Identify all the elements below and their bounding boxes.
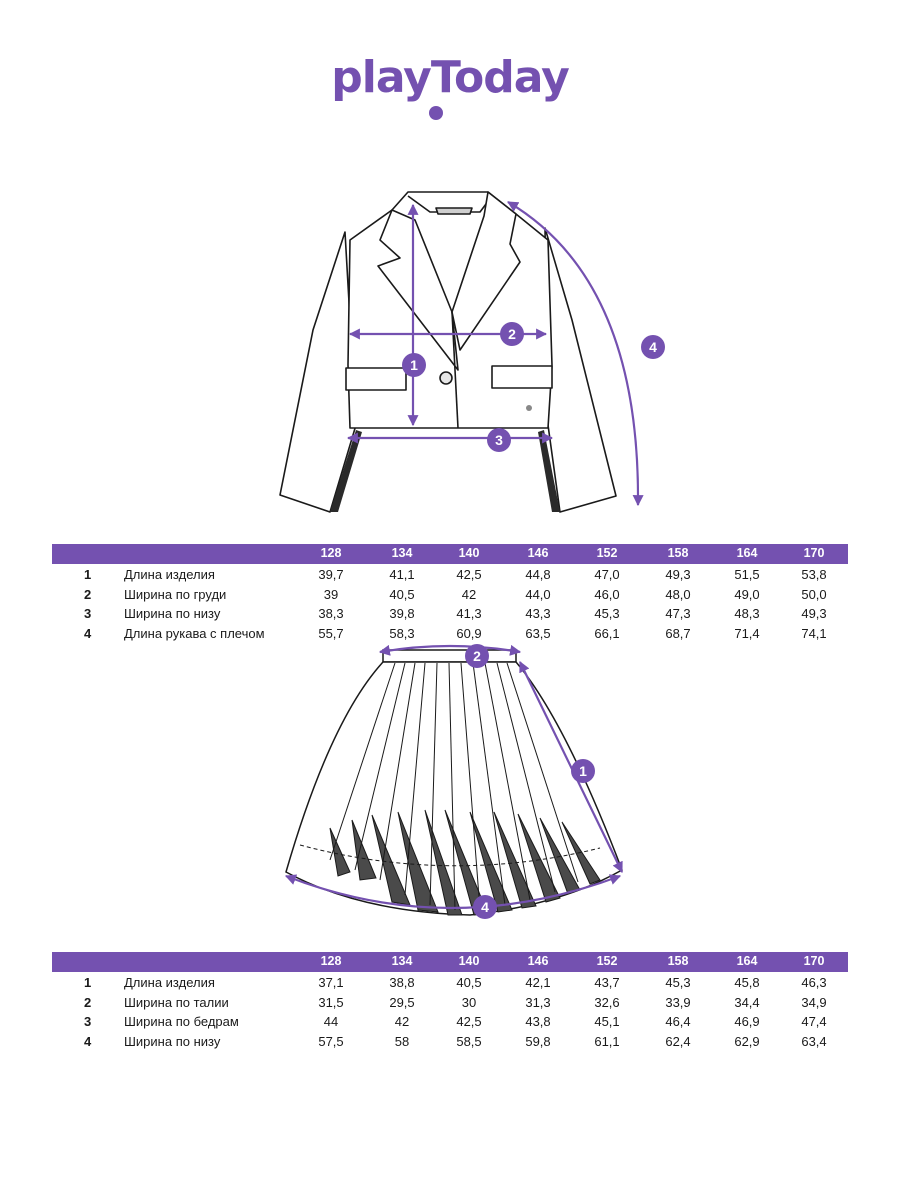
- table-row: [52, 1011, 848, 1031]
- table-cell: 62,4: [665, 1033, 691, 1049]
- size-header: 134: [391, 546, 413, 560]
- table-cell: 43,8: [525, 1014, 551, 1029]
- size-header: 164: [736, 954, 758, 968]
- size-header: 152: [596, 546, 618, 560]
- size-header: 146: [527, 954, 549, 968]
- svg-text:4: 4: [481, 899, 489, 915]
- size-header: 134: [391, 954, 413, 968]
- svg-text:2: 2: [508, 326, 516, 342]
- table-cell: 39: [323, 586, 339, 602]
- table-cell: 38,3: [318, 606, 344, 621]
- table-row: [52, 992, 848, 1012]
- table-cell: 30: [461, 994, 477, 1010]
- table-cell: 53,8: [801, 567, 827, 582]
- row-number: 4: [84, 1033, 92, 1049]
- table-cell: 71,4: [734, 625, 760, 641]
- table-cell: 62,9: [734, 1033, 760, 1049]
- table-cell: 63,5: [525, 625, 551, 641]
- table-cell: 48,3: [734, 606, 760, 621]
- skirt-marker-2: [465, 644, 489, 668]
- skirt-size-table: [52, 952, 848, 1050]
- table-cell: 33,9: [665, 994, 691, 1010]
- table-cell: 41,1: [389, 567, 415, 582]
- size-header: 128: [320, 546, 342, 560]
- row-number: 2: [84, 994, 92, 1010]
- table-cell: 46,3: [801, 975, 827, 990]
- table-cell: 58,3: [389, 625, 415, 641]
- table-cell: 44,8: [525, 567, 551, 582]
- table-cell: 44,0: [525, 586, 551, 602]
- row-number: 1: [84, 567, 92, 582]
- table-cell: 45,3: [594, 606, 620, 621]
- size-header: 128: [320, 954, 342, 968]
- table-cell: 31,5: [318, 994, 344, 1010]
- svg-text:3: 3: [495, 432, 503, 448]
- table-cell: 40,5: [389, 586, 415, 602]
- skirt-marker-1: [571, 759, 595, 783]
- table-cell: 47,3: [665, 606, 691, 621]
- row-label: Ширина по груди: [124, 586, 227, 602]
- table-cell: 40,5: [456, 975, 482, 990]
- size-header: 158: [667, 954, 689, 968]
- table-cell: 57,5: [318, 1033, 344, 1049]
- table-cell: 29,5: [389, 994, 415, 1010]
- table-cell: 66,1: [594, 625, 620, 641]
- size-header: 146: [527, 546, 549, 560]
- table-cell: 51,5: [734, 567, 760, 582]
- table-cell: 43,7: [594, 975, 620, 990]
- table-cell: 42: [394, 1014, 410, 1029]
- table-cell: 48,0: [665, 586, 691, 602]
- size-header: 164: [736, 546, 758, 560]
- row-label: Ширина по талии: [124, 994, 229, 1010]
- table-cell: 43,3: [525, 606, 551, 621]
- svg-text:2: 2: [473, 648, 481, 664]
- svg-text:4: 4: [649, 339, 657, 355]
- svg-text:1: 1: [410, 357, 418, 373]
- svg-text:1: 1: [579, 763, 587, 779]
- table-cell: 46,9: [734, 1014, 760, 1029]
- table-cell: 42,5: [456, 1014, 482, 1029]
- table-cell: 60,9: [456, 625, 482, 641]
- brand-logo: playToday: [331, 52, 569, 103]
- table-cell: 74,1: [801, 625, 827, 641]
- table-cell: 45,8: [734, 975, 760, 990]
- table-cell: 49,0: [734, 586, 760, 602]
- size-header: 140: [458, 546, 480, 560]
- table-cell: 45,1: [594, 1014, 620, 1029]
- table-cell: 45,3: [665, 975, 691, 990]
- size-header: 170: [803, 954, 825, 968]
- table-cell: 39,7: [318, 567, 344, 582]
- row-label: Длина изделия: [124, 567, 215, 582]
- size-header: 158: [667, 546, 689, 560]
- skirt-marker-4: [473, 895, 497, 919]
- table-cell: 47,4: [801, 1014, 827, 1029]
- table-cell: 34,9: [801, 994, 827, 1010]
- row-number: 1: [84, 975, 92, 990]
- row-number: 4: [84, 625, 92, 641]
- table-cell: 44: [323, 1014, 339, 1029]
- size-header: 152: [596, 954, 618, 968]
- table-cell: 63,4: [801, 1033, 827, 1049]
- size-header: 140: [458, 954, 480, 968]
- skirt-table-header: [52, 952, 848, 972]
- table-row: [52, 972, 848, 992]
- row-number: 3: [84, 1014, 92, 1029]
- table-cell: 68,7: [665, 625, 691, 641]
- row-label: Длина изделия: [124, 975, 215, 990]
- size-header: 170: [803, 546, 825, 560]
- table-cell: 41,3: [456, 606, 482, 621]
- table-cell: 42: [461, 586, 477, 602]
- row-label: Ширина по бедрам: [124, 1014, 239, 1029]
- table-cell: 59,8: [525, 1033, 551, 1049]
- row-number: 2: [84, 586, 92, 602]
- table-cell: 34,4: [734, 994, 760, 1010]
- table-cell: 39,8: [389, 606, 415, 621]
- row-label: Ширина по низу: [124, 1033, 221, 1049]
- table-cell: 55,7: [318, 625, 344, 641]
- table-cell: 58: [394, 1033, 410, 1049]
- table-row: [52, 1031, 848, 1051]
- table-cell: 42,5: [456, 567, 482, 582]
- row-label: Ширина по низу: [124, 606, 221, 621]
- table-cell: 49,3: [801, 606, 827, 621]
- table-cell: 49,3: [665, 567, 691, 582]
- table-cell: 58,5: [456, 1033, 482, 1049]
- table-cell: 42,1: [525, 975, 551, 990]
- table-cell: 47,0: [594, 567, 620, 582]
- table-cell: 46,0: [594, 586, 620, 602]
- row-label: Длина рукава с плечом: [124, 625, 265, 641]
- table-cell: 31,3: [525, 994, 551, 1010]
- table-cell: 61,1: [594, 1033, 620, 1049]
- table-cell: 37,1: [318, 975, 344, 990]
- row-number: 3: [84, 606, 92, 621]
- table-cell: 38,8: [389, 975, 415, 990]
- table-cell: 50,0: [801, 586, 827, 602]
- table-cell: 32,6: [594, 994, 620, 1010]
- table-cell: 46,4: [665, 1014, 691, 1029]
